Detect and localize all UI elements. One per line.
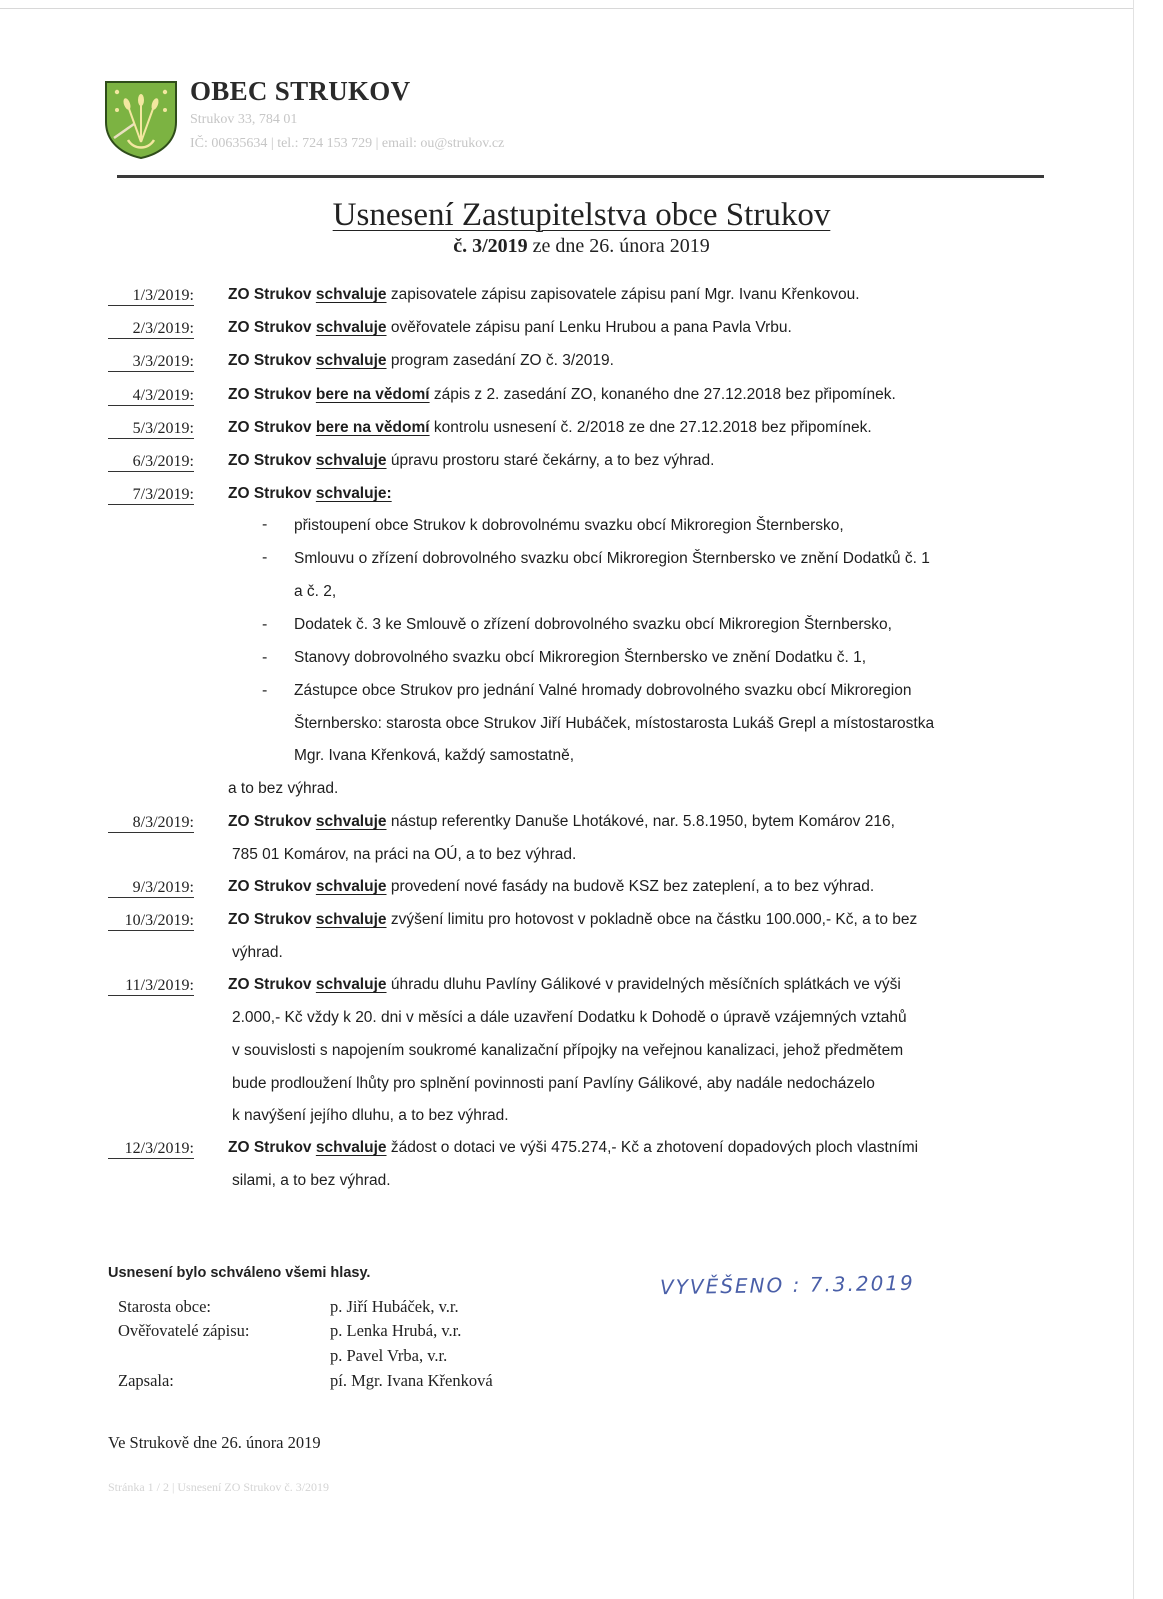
verifiers-label: Ověřovatelé zápisu: — [118, 1321, 250, 1340]
resolution-text-8-cont: 785 01 Komárov, na práci na OÚ, a to bez výhrad. — [232, 846, 577, 863]
recorder-label: Zapsala: — [118, 1371, 174, 1390]
mayor-label: Starosta obce: — [118, 1297, 212, 1316]
resolution-text-11-cont: 2.000,- Kč vždy k 20. dni v měsíci a dále uzavření Dodatku k Dohodě o úpravě vzájemných vztahů — [232, 1009, 907, 1026]
bullet-dash: - — [262, 516, 268, 533]
coat-of-arms-icon — [104, 80, 178, 160]
org-name: OBEC STRUKOV — [190, 76, 411, 106]
resolution-number-9: 9/3/2019: — [108, 878, 194, 898]
resolution-text-12-cont: silami, a to bez výhrad. — [232, 1172, 391, 1189]
bullet-dash: - — [262, 682, 268, 699]
org-address: Strukov 33, 784 01 — [190, 112, 298, 127]
resolution-number-12: 12/3/2019: — [108, 1139, 194, 1159]
resolution-date: ze dne 26. února 2019 — [532, 235, 710, 257]
verifier-name: p. Pavel Vrba, v.r. — [330, 1346, 448, 1365]
document-title: Usnesení Zastupitelstva obce Strukov — [332, 197, 831, 233]
resolution-text-11-cont: k navýšení jejího dluhu, a to bez výhrad. — [232, 1107, 509, 1124]
resolution-text-9: ZO Strukov schvaluje provedení nové fasády na budově KSZ bez zateplení, a to bez výhrad. — [228, 878, 875, 895]
resolution-number-3: 3/3/2019: — [108, 352, 194, 372]
approval-note: Usnesení bylo schváleno všemi hlasy. — [108, 1265, 371, 1281]
resolution-text-2: ZO Strukov schvaluje ověřovatele zápisu paní Lenku Hrubou a pana Pavla Vrbu. — [228, 319, 792, 336]
mayor-name: p. Jiří Hubáček, v.r. — [330, 1297, 459, 1316]
verifier-name: p. Lenka Hrubá, v.r. — [330, 1321, 462, 1340]
resolution-text-11-cont: bude prodloužení lhůty pro splnění povinnosti paní Pavlíny Gálikové, aby nadále nedocházelo — [232, 1075, 875, 1092]
resolution-text-10: ZO Strukov schvaluje zvýšení limitu pro hotovost v pokladně obce na částku 100.000,- Kč, a to bez — [228, 911, 918, 928]
resolution-text-8: ZO Strukov schvaluje nástup referentky Danuše Lhotákové, nar. 5.8.1950, bytem Komárov 216, — [228, 813, 895, 830]
list-item: přistoupení obce Strukov k dobrovolnému svazku obcí Mikroregion Šternbersko, — [294, 517, 844, 534]
resolution-number-7: 7/3/2019: — [108, 485, 194, 505]
list-item-continuation: Mgr. Ivana Křenková, každý samostatně, — [294, 747, 574, 764]
resolution-number-4: 4/3/2019: — [108, 386, 194, 406]
resolution-closing-7: a to bez výhrad. — [228, 780, 339, 797]
list-item: Stanovy dobrovolného svazku obcí Mikroregion Šternbersko ve znění Dodatku č. 1, — [294, 649, 867, 666]
org-contact: IČ: 00635634 | tel.: 724 153 729 | email: ou@strukov.cz — [190, 136, 505, 151]
resolution-number-5: 5/3/2019: — [108, 419, 194, 439]
resolution-text-4: ZO Strukov bere na vědomí zápis z 2. zasedání ZO, konaného dne 27.12.2018 bez připomínek. — [228, 386, 896, 403]
top-border — [0, 8, 1133, 9]
place-date: Ve Strukově dne 26. února 2019 — [108, 1433, 321, 1452]
header-divider — [117, 175, 1044, 178]
resolution-number-2: 2/3/2019: — [108, 319, 194, 339]
list-item: Zástupce obce Strukov pro jednání Valné hromady dobrovolného svazku obcí Mikroregion — [294, 682, 912, 699]
resolution-number-1: 1/3/2019: — [108, 286, 194, 306]
page-footer: Stránka 1 / 2 | Usnesení ZO Strukov č. 3/2019 — [108, 1480, 330, 1494]
list-item-continuation: Šternbersko: starosta obce Strukov Jiří Hubáček, místostarosta Lukáš Grepl a místostarostka — [294, 715, 935, 732]
resolution-number-11: 11/3/2019: — [108, 976, 194, 996]
resolution-text-5: ZO Strukov bere na vědomí kontrolu usnesení č. 2/2018 ze dne 27.12.2018 bez připomínek. — [228, 419, 872, 436]
resolution-text-6: ZO Strukov schvaluje úpravu prostoru staré čekárny, a to bez výhrad. — [228, 452, 715, 469]
resolution-text-1: ZO Strukov schvaluje zapisovatele zápisu zapisovatele zápisu paní Mgr. Ivanu Křenkovou. — [228, 286, 860, 303]
resolution-number: č. 3/2019 — [453, 235, 528, 257]
recorder-name: pí. Mgr. Ivana Křenková — [330, 1371, 493, 1390]
resolution-text-7: ZO Strukov schvaluje: — [228, 485, 392, 502]
list-item-continuation: a č. 2, — [294, 583, 337, 600]
resolution-number-6: 6/3/2019: — [108, 452, 194, 472]
resolution-text-11: ZO Strukov schvaluje úhradu dluhu Pavlíny Gálikové v pravidelných měsíčních splátkách ve výši — [228, 976, 901, 993]
bullet-dash: - — [262, 549, 268, 566]
list-item: Dodatek č. 3 ke Smlouvě o zřízení dobrovolného svazku obcí Mikroregion Šternbersko, — [294, 616, 892, 633]
resolution-text-12: ZO Strukov schvaluje žádost o dotaci ve výši 475.274,- Kč a zhotovení dopadových ploch vlastními — [228, 1139, 919, 1156]
resolution-text-10-cont: výhrad. — [232, 944, 283, 961]
posted-handwritten-note: VYVĚŠENO : 7.3.2019 — [659, 1270, 915, 1300]
resolution-text-11-cont: v souvislosti s napojením soukromé kanalizační přípojky na veřejnou kanalizaci, jehož předmětem — [232, 1042, 904, 1059]
list-item: Smlouvu o zřízení dobrovolného svazku obcí Mikroregion Šternbersko ve znění Dodatků č. 1 — [294, 550, 930, 567]
resolution-text-3: ZO Strukov schvaluje program zasedání ZO č. 3/2019. — [228, 352, 614, 369]
resolution-number-8: 8/3/2019: — [108, 813, 194, 833]
bullet-dash: - — [262, 616, 268, 633]
resolution-number-10: 10/3/2019: — [108, 911, 194, 931]
document-subtitle — [0, 235, 1163, 258]
bullet-dash: - — [262, 649, 268, 666]
